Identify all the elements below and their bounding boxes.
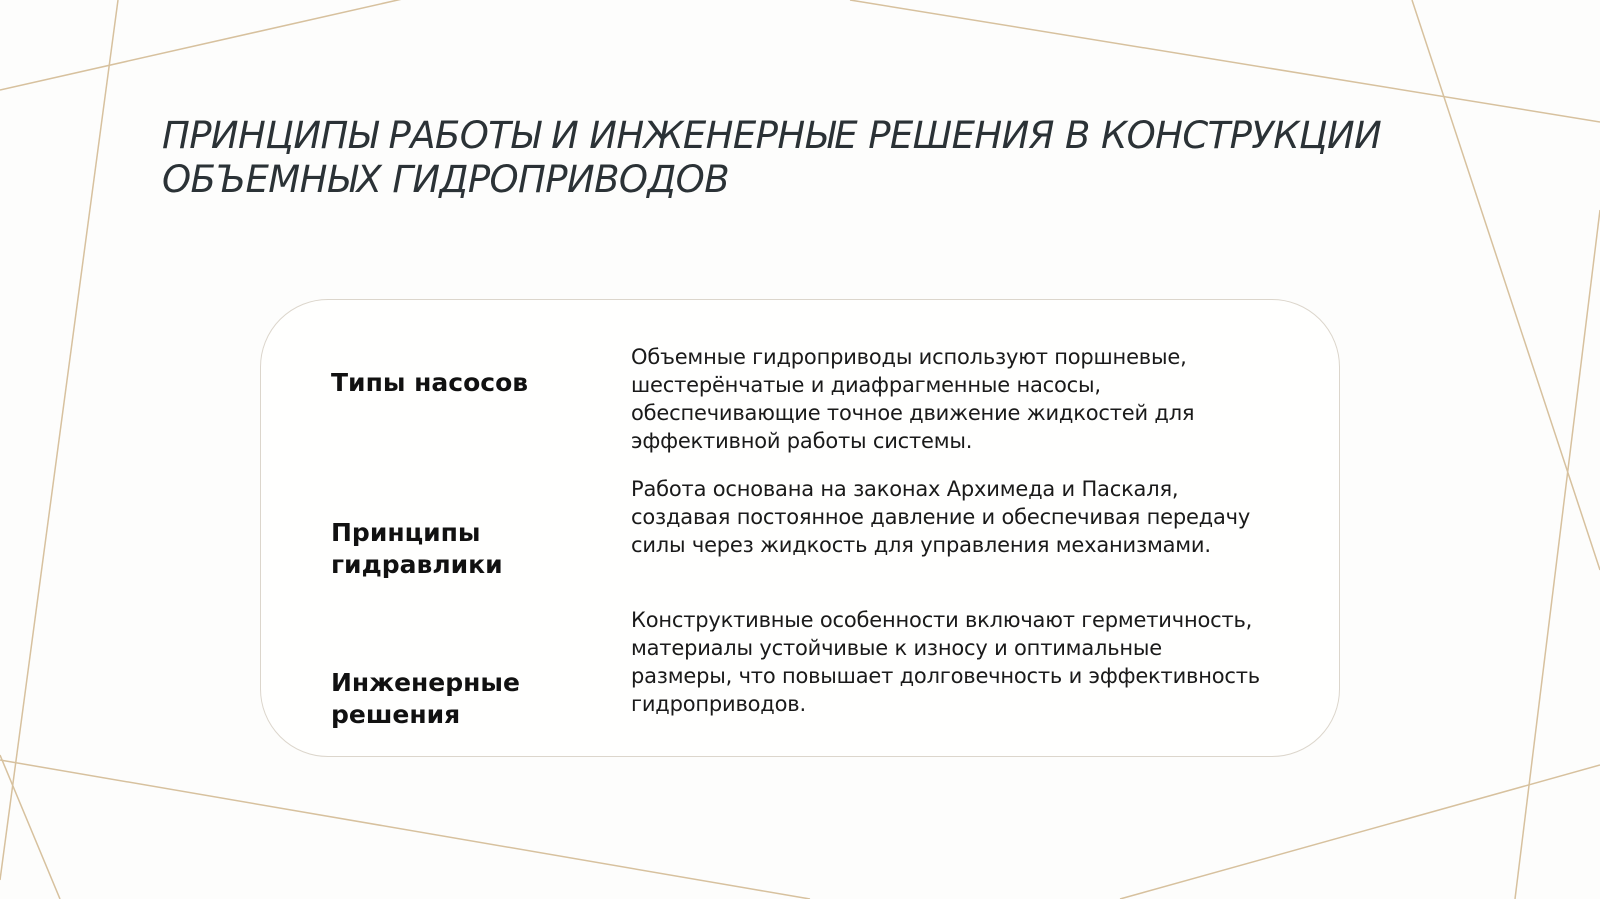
row-text-line: гидроприводов. [631, 692, 806, 716]
decor-line [1515, 210, 1600, 899]
row-label-pump-types [331, 367, 591, 399]
row-text-line: шестерёнчатые и диафрагменные насосы, [631, 373, 1101, 397]
decor-line [0, 0, 118, 880]
decor-line [1412, 0, 1600, 570]
row-text-line: обеспечивающие точное движение жидкостей для [631, 401, 1195, 425]
row-text-line: материалы устойчивые к износу и оптимальные [631, 636, 1163, 660]
row-label-line: Принципы [331, 518, 481, 547]
page-title [162, 114, 1462, 202]
row-text-line: Работа основана на законах Архимеда и Паскаля, [631, 477, 1179, 501]
row-text-line: создавая постоянное давление и обеспечивая передачу [631, 505, 1251, 529]
decor-line [0, 760, 810, 899]
decor-line [850, 0, 1600, 122]
row-text-line: Объемные гидроприводы используют поршневые, [631, 345, 1187, 369]
row-label-line: Типы насосов [331, 368, 529, 397]
row-text-pump-types [631, 343, 1311, 455]
page-title-line: ПРИНЦИПЫ РАБОТЫ И ИНЖЕНЕРНЫЕ РЕШЕНИЯ В КОНСТРУКЦИИ [162, 114, 1382, 157]
row-text-engineering-solutions [631, 606, 1311, 718]
row-text-line: Конструктивные особенности включают герметичность, [631, 608, 1253, 632]
row-text-hydraulics-principles [631, 475, 1311, 559]
decor-line [1120, 765, 1600, 899]
row-label-line: решения [331, 700, 461, 729]
decor-line [0, 755, 60, 899]
decor-line [0, 0, 420, 90]
row-text-line: эффективной работы системы. [631, 429, 973, 453]
row-label-hydraulics-principles [331, 517, 591, 581]
row-text-line: силы через жидкость для управления механизмами. [631, 533, 1211, 557]
row-label-line: гидравлики [331, 550, 503, 579]
row-label-engineering-solutions [331, 667, 591, 731]
row-label-line: Инженерные [331, 668, 520, 697]
page-title-line: ОБЪЕМНЫХ ГИДРОПРИВОДОВ [162, 158, 729, 201]
row-text-line: размеры, что повышает долговечность и эффективность [631, 664, 1260, 688]
